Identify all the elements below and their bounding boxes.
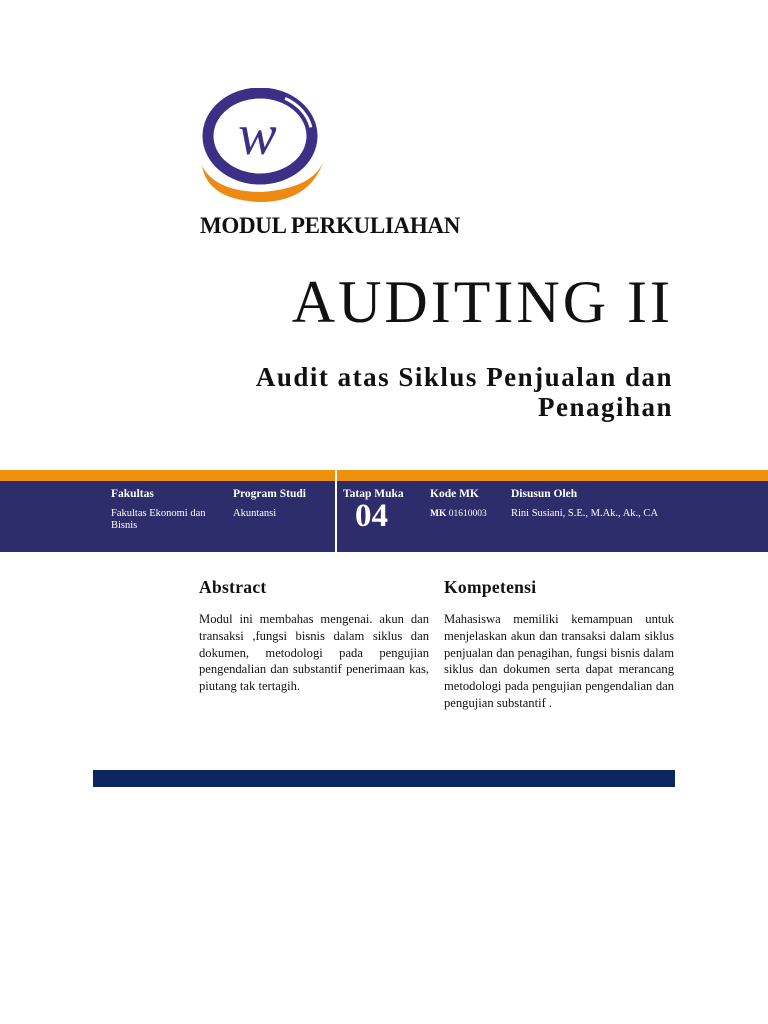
fakultas-column: [111, 488, 223, 532]
fakultas-value: Fakultas Ekonomi dan Bisnis: [111, 508, 206, 531]
tatap-column: [343, 488, 423, 535]
kode-value-row: [430, 508, 505, 520]
tatap-value: 04: [355, 498, 388, 534]
info-band: [0, 481, 768, 552]
fakultas-label: Fakultas: [111, 488, 154, 500]
program-value: Akuntansi: [233, 508, 277, 519]
w-swoosh-logo-icon: [198, 88, 328, 206]
tatap-label: Tatap Muka: [343, 488, 404, 500]
svg-text:w: w: [238, 102, 277, 167]
abstract-body: Modul ini membahas mengenai. akun dan transaksi ,fungsi bisnis dalam siklus dan dokumen, metodologi pada pengujian pengendalian dan substantif penerimaan kas, piutang tak tertagih.: [199, 612, 429, 694]
course-title: AUDITING II: [291, 269, 673, 335]
disusun-column: [511, 488, 711, 520]
program-label: Program Studi: [233, 488, 306, 500]
disusun-value: Rini Susiani, S.E., M.Ak., Ak., CA: [511, 508, 659, 519]
disusun-label: Disusun Oleh: [511, 488, 578, 500]
abstract-heading: Abstract: [199, 577, 267, 597]
kode-column: [430, 488, 505, 520]
university-logo: [198, 88, 328, 206]
footer-navy-bar: [93, 770, 675, 787]
module-subtitle: Audit atas Siklus Penjualan dan Penagihan: [255, 362, 673, 422]
kode-label: Kode MK: [430, 488, 479, 500]
band-divider: [335, 470, 337, 552]
modul-label: MODUL PERKULIAHAN: [200, 213, 461, 238]
orange-stripe: [0, 470, 768, 481]
kompetensi-heading: Kompetensi: [444, 577, 537, 597]
kompetensi-body: Mahasiswa memiliki kemampuan untuk menjelaskan akun dan transaksi dalam siklus penjualan dan penagihan, fungsi bisnis dalam siklus dan dokumen serta dapat merancang metodologi pada pengujian pengendalian dan pengujian substantif .: [444, 612, 674, 710]
kode-prefix: MK: [430, 509, 447, 519]
kode-value: 01610003: [448, 509, 487, 519]
program-column: [233, 488, 333, 520]
